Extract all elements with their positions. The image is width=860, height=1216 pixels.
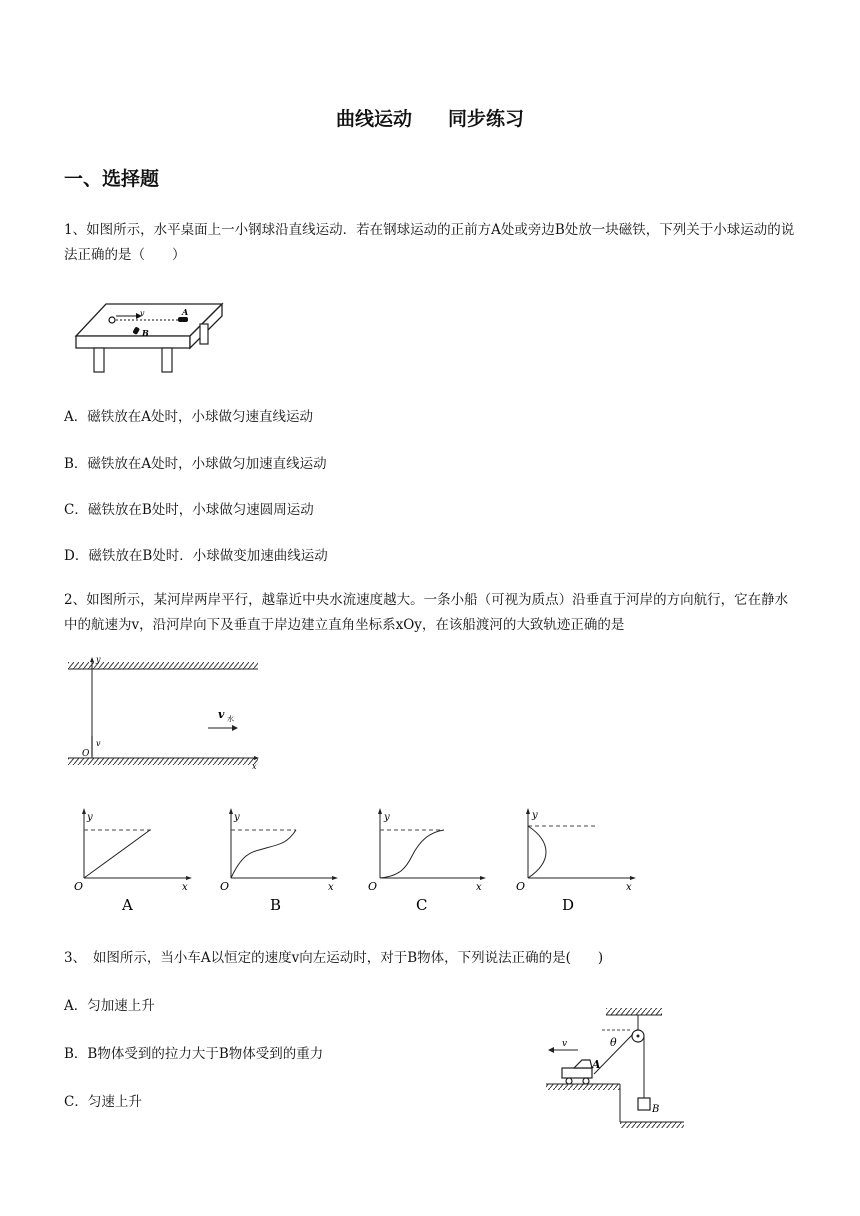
graph-d-y: y — [532, 810, 538, 821]
river-v-label: v — [96, 739, 101, 748]
graph-a-letter: A — [122, 896, 133, 914]
title-part1: 曲线运动 — [335, 108, 412, 130]
graph-d — [516, 808, 636, 914]
title-part2: 同步练习 — [448, 108, 525, 130]
question-1-stem: 1、如图所示，水平桌面上一小钢球沿直线运动．若在钢球运动的正前方A处或旁边B处放一块磁铁，下列关于小球运动的说法正确的是（ ） — [64, 222, 795, 263]
water-v-label: v — [218, 708, 225, 721]
graph-a-y: y — [87, 812, 93, 823]
question-3-stem: 3、 如图所示，当小车A以恒定的速度v向左运动时，对于B物体，下列说法正确的是( ) — [64, 950, 604, 966]
graph-c-letter: C — [416, 896, 428, 914]
graph-b-letter: B — [270, 896, 282, 914]
section-heading: 一、选择题 — [64, 168, 160, 190]
river-figure — [64, 656, 264, 772]
fig3-a-label: A — [592, 1058, 601, 1071]
q3-option-c: C．匀速上升 — [64, 1094, 142, 1110]
page-title — [0, 104, 860, 131]
graph-d-letter: D — [562, 896, 575, 914]
graph-c-y: y — [384, 812, 390, 823]
graph-a-origin: O — [74, 880, 84, 893]
graph-b-x: x — [328, 882, 334, 893]
q1-option-a: A．磁铁放在A处时，小球做匀速直线运动 — [64, 409, 313, 425]
fig1-v-label: v — [140, 309, 145, 318]
graph-c-origin: O — [368, 880, 378, 893]
table-figure — [70, 296, 230, 376]
graph-b — [220, 808, 338, 914]
q3-option-a: A．匀加速上升 — [64, 998, 155, 1014]
q1-option-b: B．磁铁放在A处时，小球做匀加速直线运动 — [64, 456, 327, 472]
graph-d-x: x — [626, 882, 632, 893]
water-v-subscript: 水 — [227, 715, 234, 723]
fig3-theta-label: θ — [610, 1036, 617, 1049]
river-y-label: y — [96, 656, 101, 664]
graph-b-origin: O — [220, 880, 230, 893]
pulley-figure — [540, 1004, 690, 1138]
fig1-a-label: A — [182, 307, 189, 317]
river-origin-label: O — [82, 749, 90, 759]
graph-b-y: y — [234, 812, 240, 823]
q3-option-b: B．B物体受到的拉力大于B物体受到的重力 — [64, 1046, 324, 1062]
q1-option-d: D．磁铁放在B处时．小球做变加速曲线运动 — [64, 548, 328, 564]
fig3-v-label: v — [562, 1039, 568, 1049]
fig3-b-label: B — [652, 1104, 660, 1115]
graph-a — [74, 808, 192, 914]
answer-graphs — [64, 806, 654, 916]
graph-d-origin: O — [516, 880, 526, 893]
q1-option-c: C．磁铁放在B处时，小球做匀速圆周运动 — [64, 502, 314, 518]
question-2-stem: 2、如图所示，某河岸两岸平行，越靠近中央水流速度越大。一条小船（可视为质点）沿垂直于河岸的方向航行，它在静水中的航速为v，沿河岸向下及垂直于岸边建立直角坐标系xOy，在该船渡河的大致轨迹正确的是 — [64, 592, 789, 633]
river-x-label: x — [252, 762, 257, 771]
graph-a-x: x — [182, 882, 188, 893]
graph-c — [368, 808, 486, 914]
graph-c-x: x — [476, 882, 482, 893]
fig1-b-label: B — [142, 328, 149, 338]
